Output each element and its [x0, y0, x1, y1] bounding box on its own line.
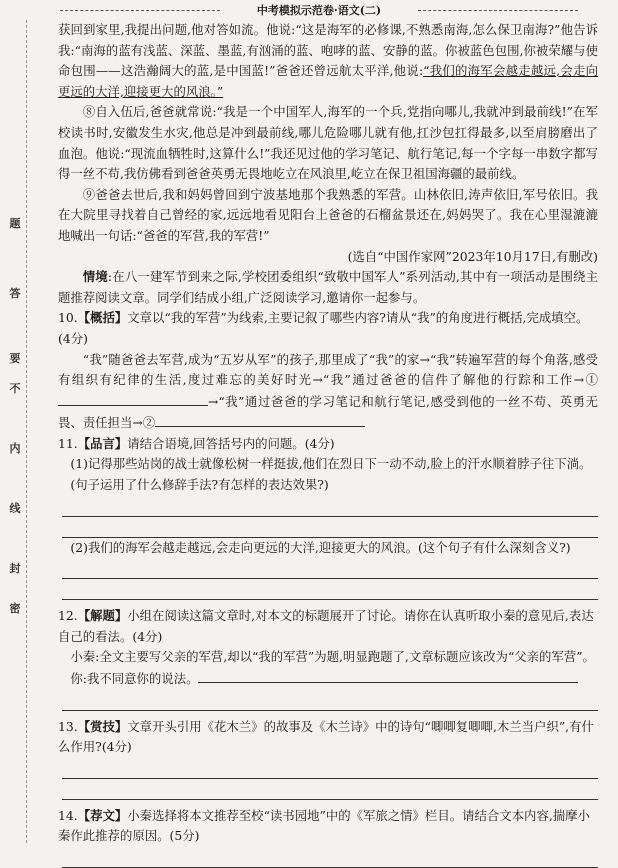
answer-line[interactable] [62, 779, 598, 800]
margin-char: 封 [9, 562, 21, 575]
answer-blank-2[interactable] [155, 412, 365, 427]
margin-char: 密 [9, 602, 21, 615]
answer-line[interactable] [62, 517, 598, 538]
answer-blank-3[interactable] [198, 668, 578, 683]
question-11: 11.【品言】请结合语境,回答括号内的问题。(4分) [58, 435, 335, 451]
page-header: 中考模拟示范卷·语文(二) [40, 2, 598, 18]
answer-line[interactable] [62, 579, 598, 600]
underlined-sentence: “我们的海军会越走越远,会走向更远的大洋,迎接更大的风浪。” [58, 63, 598, 99]
answer-line[interactable] [62, 496, 598, 517]
margin-char: 要 [9, 352, 21, 365]
passage-source: (选自“中国作家网”2023年10月17日,有删改) [347, 248, 598, 264]
q11-sub-1: (1)记得那些站岗的战士就像松树一样挺拔,他们在烈日下一动不动,脸上的汗水顺着脖子往下淌。(句子运用了什么修辞手法?有怎样的表达效果?) [70, 456, 592, 493]
margin-char: 题 [9, 217, 21, 230]
answer-line[interactable] [62, 690, 598, 711]
q11-sub-2: (2)我们的海军会越走越远,会走向更远的大洋,迎接更大的风浪。(这个句子有什么深刻含义?) [70, 539, 571, 555]
q12-answer: 你:我不同意你的说法。 [58, 668, 598, 690]
answer-line[interactable] [62, 758, 598, 779]
answer-line[interactable] [62, 847, 598, 868]
question-14: 14.【荐文】小秦选择将本文推荐至校“读书园地”中的《军旅之情》栏目。请结合文本内容,揣摩小秦作此推荐的原因。(5分) [58, 807, 590, 844]
q12-opinion: 小秦:全文主要写父亲的军营,却以“我的军营”为题,明显跑题了,文章标题应该改为“父亲的军营”。 [70, 649, 595, 665]
margin-char: 线 [9, 502, 21, 515]
content [58, 20, 598, 868]
margin-char: 不 [9, 382, 21, 395]
passage-paragraph-8: ⑧自入伍后,爸爸就常说:“我是一个中国军人,海军的一个兵,党指向哪儿,我就冲到最前线!”在军校读书时,安徽发生水灾,他总是冲到最前线,哪儿危险哪儿就有他,扛沙包扛得最多,以至肩膀磨出了血泡。他说:“现流血牺牲时,这算什么!”我还见过他的学习笔记、航行笔记,每一个字每一串数字都写得一丝不苟,我仿佛看到爸爸英勇无畏地屹立在风浪里,屹立在保卫祖国海疆的最前线。 [58, 104, 598, 182]
question-12: 12.【解题】小组在阅读这篇文章时,对本文的标题展开了讨论。请你在认真听取小秦的意见后,表达自己的看法。(4分) [58, 608, 594, 644]
margin-char: 内 [9, 442, 21, 455]
passage-paragraph-7: 获回到家里,我提出问题,他对答如流。他说:“这是海军的必修课,不熟悉南海,怎么保卫南海?”他告诉我:“南海的蓝有浅蓝、深蓝、墨蓝,有汹涌的蓝、咆哮的蓝、安静的蓝。你被蓝色包围,你被荣耀与使命包围——这浩瀚阔大的蓝,是中国蓝!”爸爸还曾远航太平洋,他说:“我们的海军会越走越远,会走向更远的大洋,迎接更大的风浪。” [58, 22, 598, 99]
binding-margin [4, 20, 27, 843]
question-13: 13.【赏技】文章开头引用《花木兰》的故事及《木兰诗》中的诗句“唧唧复唧唧,木兰当户织”,有什么作用?(4分) [58, 718, 594, 755]
situation-text: 情境:在八一建军节到来之际,学校团委组织“致敬中国军人”系列活动,其中有一项活动是围绕主题推荐阅读文章。同学们结成小组,广泛阅读学习,邀请你一起参与。 [58, 269, 598, 305]
answer-blank-1[interactable] [58, 391, 208, 406]
passage-paragraph-9: ⑨爸爸去世后,我和妈妈曾回到宁波基地那个我熟悉的军营。山林依旧,涛声依旧,军号依旧。我在大院里寻找着自己曾经的家,远远地看见阳台上爸爸的石榴盆景还在,妈妈哭了。我在心里湿漉漉地喊出一句话:“爸爸的军营,我的军营!” [58, 186, 598, 243]
question-10: 10.【概括】文章以“我的军营”为线索,主要记叙了哪些内容?请从“我”的角度进行概括,完成填空。(4分) [58, 310, 589, 346]
margin-char: 答 [9, 287, 21, 300]
q10-fill-text: “我”随爸爸去军营,成为“五岁从军”的孩子,那里成了“我”的家→“我”转遍军营的每个角落,感受有组织有纪律的生活,度过难忘的美好时光→“我”通过爸爸的信件了解他的行踪和工作→①→“我”通过爸爸的学习笔记和航行笔记,感受到他的一丝不苟、英勇无畏、责任担当→② [58, 351, 598, 431]
answer-line[interactable] [62, 558, 598, 579]
